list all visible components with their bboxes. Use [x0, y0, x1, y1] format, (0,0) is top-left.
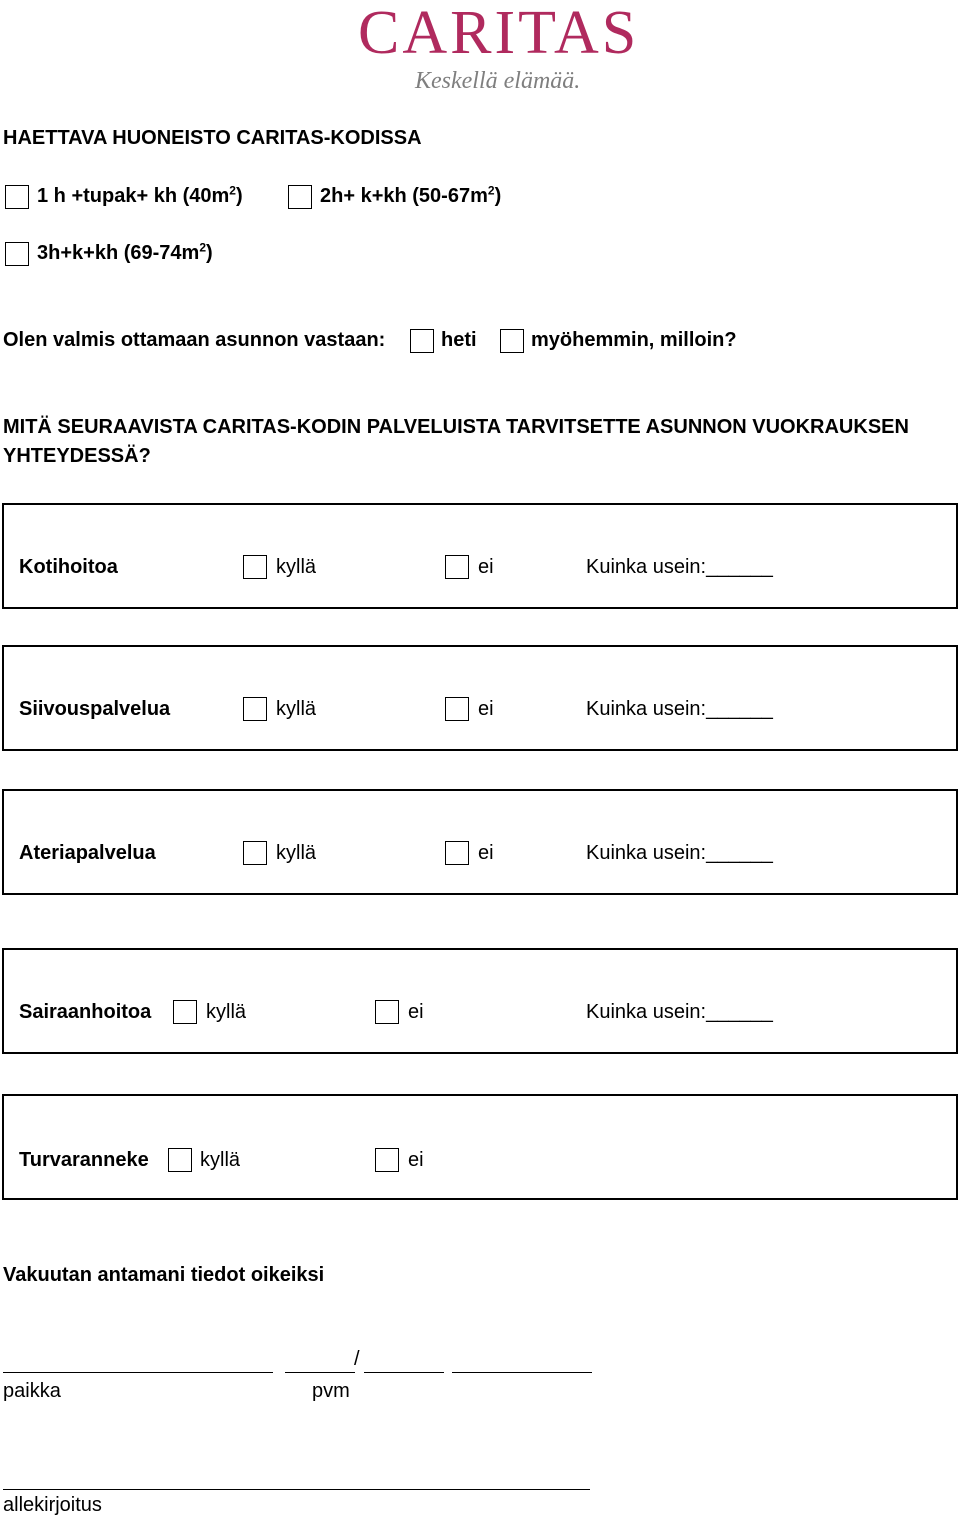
move-in-question: Olen valmis ottamaan asunnon vastaan:	[3, 329, 386, 351]
service-name: Siivouspalvelua	[19, 698, 171, 720]
service-yes-label: kyllä	[276, 842, 317, 864]
service-yes-checkbox[interactable]	[243, 841, 267, 865]
service-name: Turvaranneke	[19, 1149, 149, 1171]
service-no-label: ei	[408, 1149, 424, 1171]
service-yes-checkbox[interactable]	[173, 1000, 197, 1024]
signature-line[interactable]	[3, 1489, 590, 1490]
service-no-label: ei	[408, 1001, 424, 1023]
apartment-3h-checkbox[interactable]	[5, 242, 29, 266]
service-frequency-field[interactable]: Kuinka usein:______	[586, 698, 773, 720]
service-frequency-field[interactable]: Kuinka usein:______	[586, 842, 773, 864]
service-no-checkbox[interactable]	[375, 1000, 399, 1024]
declaration-text: Vakuutan antamani tiedot oikeiksi	[3, 1264, 325, 1286]
service-no-checkbox[interactable]	[445, 697, 469, 721]
services-question-line2: YHTEYDESSÄ?	[3, 445, 151, 467]
service-name: Kotihoitoa	[19, 556, 118, 578]
signature-label: allekirjoitus	[3, 1494, 102, 1516]
move-in-now-checkbox[interactable]	[410, 329, 434, 353]
service-row-meals	[2, 789, 958, 895]
service-row-cleaning	[2, 645, 958, 751]
service-name: Sairaanhoitoa	[19, 1001, 152, 1023]
service-yes-label: kyllä	[200, 1149, 241, 1171]
services-question-line1: MITÄ SEURAAVISTA CARITAS-KODIN PALVELUISTA TARVITSETTE ASUNNON VUOKRAUKSEN	[3, 416, 909, 438]
service-no-label: ei	[478, 842, 494, 864]
service-name: Ateriapalvelua	[19, 842, 156, 864]
service-yes-checkbox[interactable]	[168, 1148, 192, 1172]
place-label: paikka	[3, 1380, 61, 1402]
date-label: pvm	[312, 1380, 350, 1402]
service-row-home-care	[2, 503, 958, 609]
move-in-later-checkbox[interactable]	[500, 329, 524, 353]
service-no-checkbox[interactable]	[375, 1148, 399, 1172]
move-in-later-label: myöhemmin, milloin?	[531, 329, 737, 351]
service-no-checkbox[interactable]	[445, 555, 469, 579]
service-no-checkbox[interactable]	[445, 841, 469, 865]
service-frequency-field[interactable]: Kuinka usein:______	[586, 556, 773, 578]
service-yes-checkbox[interactable]	[243, 555, 267, 579]
service-frequency-field[interactable]: Kuinka usein:______	[586, 1001, 773, 1023]
apartment-1h-label: 1 h +tupak+ kh $(40m^2)$	[37, 183, 243, 207]
service-yes-label: kyllä	[276, 698, 317, 720]
date-year-line[interactable]	[452, 1372, 592, 1373]
move-in-now-label: heti	[441, 329, 477, 351]
caritas-tagline: Keskellä elämää.	[415, 68, 581, 94]
service-no-label: ei	[478, 698, 494, 720]
service-no-label: ei	[478, 556, 494, 578]
service-row-nursing	[2, 948, 958, 1054]
date-day-line[interactable]	[285, 1372, 355, 1373]
service-yes-label: kyllä	[276, 556, 317, 578]
apartment-2h-label: 2h+ k+kh $(50-67m^2)$	[320, 183, 502, 207]
service-yes-label: kyllä	[206, 1001, 247, 1023]
date-separator: /	[354, 1348, 360, 1370]
apartment-3h-label: 3h+k+kh $(69-74m^2)$	[37, 240, 213, 264]
place-line[interactable]	[3, 1372, 273, 1373]
caritas-logo: CARITAS	[358, 0, 640, 67]
date-month-line[interactable]	[364, 1372, 444, 1373]
apartment-2h-checkbox[interactable]	[288, 185, 312, 209]
service-row-safety-bracelet	[2, 1094, 958, 1200]
service-yes-checkbox[interactable]	[243, 697, 267, 721]
apartment-1h-checkbox[interactable]	[5, 185, 29, 209]
page-title: HAETTAVA HUONEISTO CARITAS-KODISSA	[3, 127, 422, 149]
